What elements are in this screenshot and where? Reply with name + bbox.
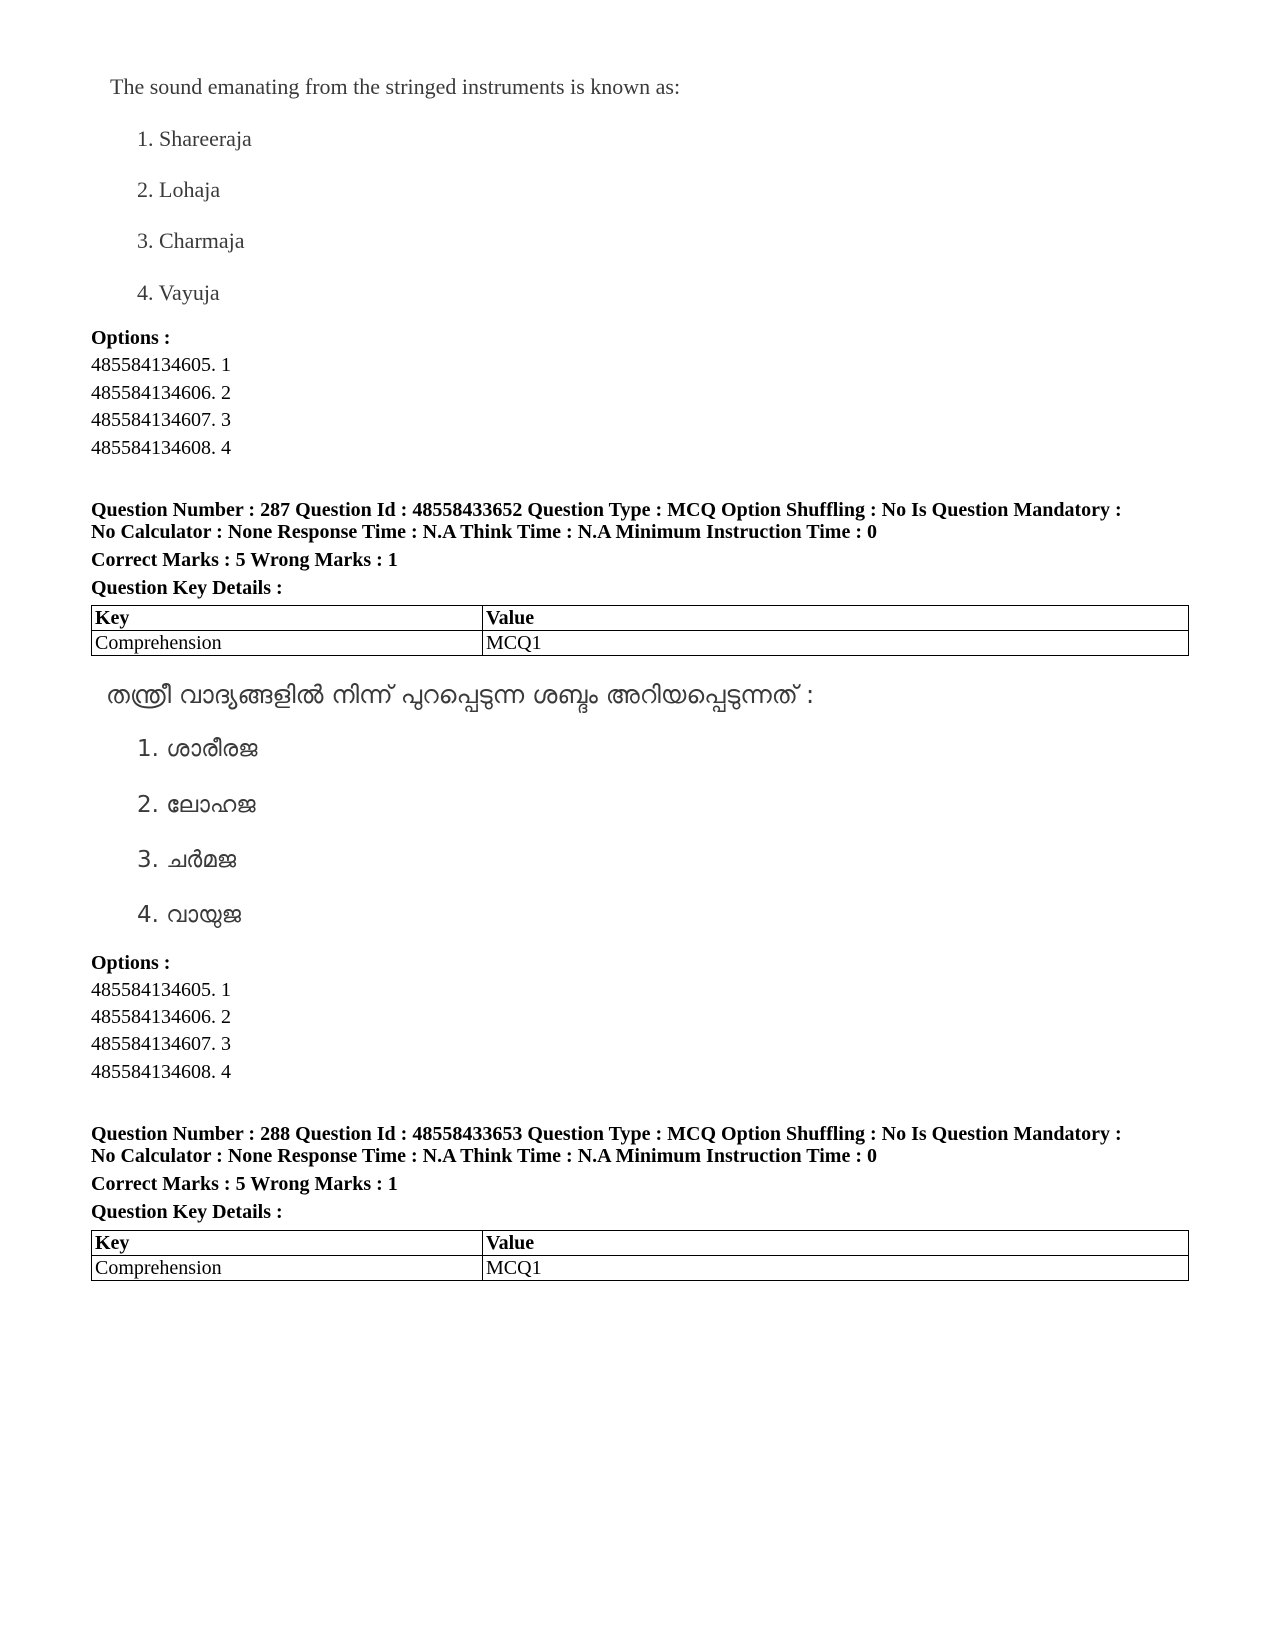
option-id: 485584134606. 2 [91,382,231,404]
table-cell-value: MCQ1 [483,631,1189,656]
table-header-value: Value [483,606,1189,631]
table-cell-value: MCQ1 [483,1256,1189,1281]
question-meta-line: Question Number : 288 Question Id : 48558433653 Question Type : MCQ Option Shuffling : No Is Question Mandatory : [91,1123,1122,1145]
question-text-english: The sound emanating from the stringed instruments is known as: [110,74,681,99]
key-value-table [91,1230,1189,1281]
table-cell-key: Comprehension [92,631,483,656]
question-meta-line: Question Number : 287 Question Id : 48558433652 Question Type : MCQ Option Shuffling : No Is Question Mandatory : [91,499,1122,521]
table-header-row [92,1231,1189,1256]
option-id: 485584134608. 4 [91,1061,231,1083]
table-header-key: Key [92,1231,483,1256]
choice-2: 2. ലോഹജ [137,792,256,818]
choice-3: 3. Charmaja [137,228,245,253]
question-meta-line: No Calculator : None Response Time : N.A Think Time : N.A Minimum Instruction Time : 0 [91,1145,877,1167]
option-id: 485584134607. 3 [91,409,231,431]
question-meta-line: No Calculator : None Response Time : N.A Think Time : N.A Minimum Instruction Time : 0 [91,521,877,543]
key-details-label: Question Key Details : [91,577,283,599]
table-row [92,631,1189,656]
option-id: 485584134608. 4 [91,437,231,459]
question-text-malayalam: തന്ത്രീ വാദ്യങ്ങളിൽ നിന്ന് പുറപ്പെടുന്ന ശബ്ദം അറിയപ്പെടുന്നത് : [106,680,815,709]
choice-4: 4. Vayuja [137,280,220,305]
options-label: Options : [91,327,171,349]
table-header-key: Key [92,606,483,631]
marks-line: Correct Marks : 5 Wrong Marks : 1 [91,1173,398,1195]
choice-2: 2. Lohaja [137,177,221,202]
choice-1: 1. Shareeraja [137,126,252,151]
table-cell-key: Comprehension [92,1256,483,1281]
option-id: 485584134606. 2 [91,1006,231,1028]
choice-1: 1. ശാരീരജ [137,736,258,762]
table-row [92,1256,1189,1281]
option-id: 485584134605. 1 [91,354,231,376]
key-value-table [91,605,1189,656]
choice-3: 3. ചർമജ [137,847,237,873]
table-header-row [92,606,1189,631]
option-id: 485584134607. 3 [91,1033,231,1055]
option-id: 485584134605. 1 [91,979,231,1001]
key-details-label: Question Key Details : [91,1201,283,1223]
table-header-value: Value [483,1231,1189,1256]
marks-line: Correct Marks : 5 Wrong Marks : 1 [91,549,398,571]
choice-4: 4. വായുജ [137,902,241,928]
options-label: Options : [91,952,171,974]
